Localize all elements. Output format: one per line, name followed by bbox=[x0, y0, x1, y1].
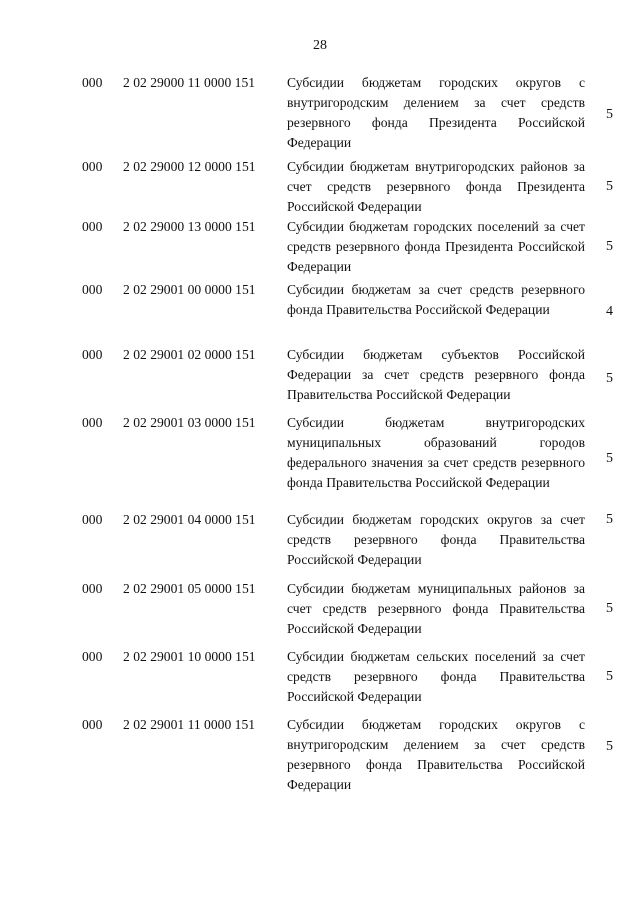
amount-value: 5 bbox=[606, 451, 613, 466]
budget-classification-code: 2 02 29001 00 0000 151 bbox=[123, 282, 256, 297]
admin-code: 000 bbox=[82, 75, 103, 90]
amount-value: 5 bbox=[606, 512, 613, 527]
amount-value: 5 bbox=[606, 107, 613, 122]
income-description: Субсидии бюджетам городских округов с внутригородским делением за счет средств резервного фонда Правительства Российской Федерации bbox=[287, 717, 585, 792]
amount-value: 4 bbox=[606, 304, 613, 319]
admin-code: 000 bbox=[82, 282, 103, 297]
amount-value: 5 bbox=[606, 669, 613, 684]
income-description: Субсидии бюджетам внутригородских муниципальных образований городов федерального значения за счет средств резервного фонда Правительства Российской Федерации bbox=[287, 415, 585, 490]
income-description: Субсидии бюджетам внутригородских районов за счет средств резервного фонда Президента Российской Федерации bbox=[287, 159, 585, 214]
budget-classification-code: 2 02 29001 11 0000 151 bbox=[123, 717, 256, 732]
income-description: Субсидии бюджетам за счет средств резервного фонда Правительства Российской Федерации bbox=[287, 282, 585, 317]
budget-classification-code: 2 02 29001 04 0000 151 bbox=[123, 512, 256, 527]
amount-value: 5 bbox=[606, 601, 613, 616]
amount-value: 5 bbox=[606, 371, 613, 386]
budget-classification-code: 2 02 29001 10 0000 151 bbox=[123, 649, 256, 664]
page-number: 28 bbox=[313, 38, 327, 53]
admin-code: 000 bbox=[82, 219, 103, 234]
income-description: Субсидии бюджетам субъектов Российской Федерации за счет средств резервного фонда Правительства Российской Федерации bbox=[287, 347, 585, 402]
admin-code: 000 bbox=[82, 415, 103, 430]
admin-code: 000 bbox=[82, 159, 103, 174]
admin-code: 000 bbox=[82, 512, 103, 527]
admin-code: 000 bbox=[82, 347, 103, 362]
budget-classification-code: 2 02 29000 12 0000 151 bbox=[123, 159, 256, 174]
amount-value: 5 bbox=[606, 239, 613, 254]
income-description: Субсидии бюджетам городских поселений за счет средств резервного фонда Президента Российской Федерации bbox=[287, 219, 585, 274]
income-description: Субсидии бюджетам муниципальных районов за счет средств резервного фонда Правительства Российской Федерации bbox=[287, 581, 585, 636]
budget-classification-code: 2 02 29001 02 0000 151 bbox=[123, 347, 256, 362]
amount-value: 5 bbox=[606, 179, 613, 194]
income-description: Субсидии бюджетам городских округов с внутригородским делением за счет средств резервного фонда Президента Российской Федерации bbox=[287, 75, 585, 150]
budget-classification-code: 2 02 29000 13 0000 151 bbox=[123, 219, 256, 234]
admin-code: 000 bbox=[82, 717, 103, 732]
budget-classification-code: 2 02 29001 05 0000 151 bbox=[123, 581, 256, 596]
admin-code: 000 bbox=[82, 581, 103, 596]
budget-classification-code: 2 02 29000 11 0000 151 bbox=[123, 75, 256, 90]
admin-code: 000 bbox=[82, 649, 103, 664]
income-description: Субсидии бюджетам сельских поселений за счет средств резервного фонда Правительства Российской Федерации bbox=[287, 649, 585, 704]
budget-classification-code: 2 02 29001 03 0000 151 bbox=[123, 415, 256, 430]
income-description: Субсидии бюджетам городских округов за счет средств резервного фонда Правительства Российской Федерации bbox=[287, 512, 585, 567]
amount-value: 5 bbox=[606, 739, 613, 754]
